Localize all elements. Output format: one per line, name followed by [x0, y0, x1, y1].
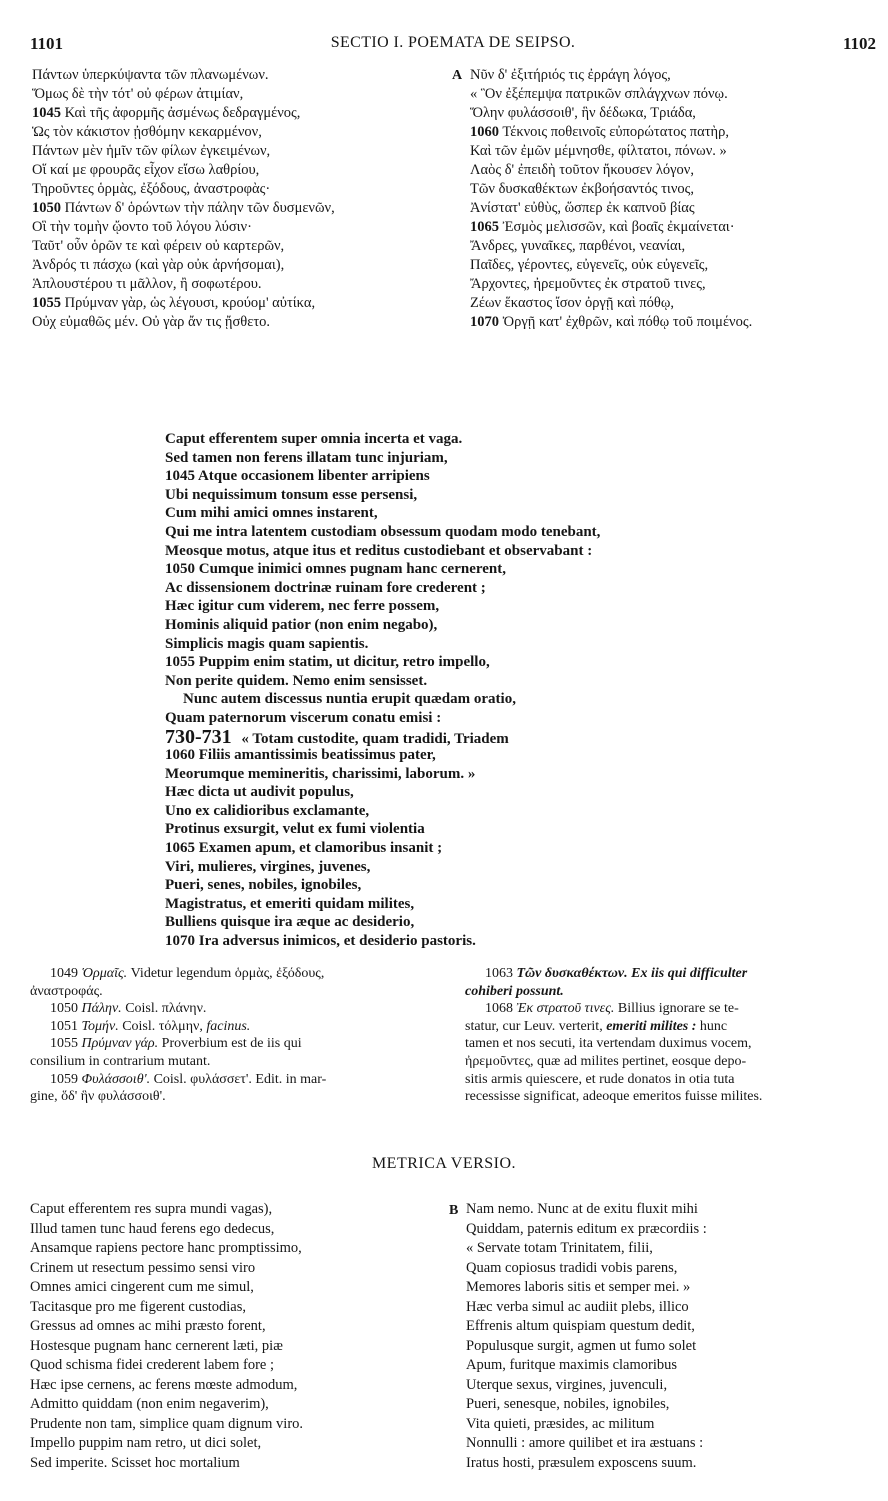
greek-left-line [32, 294, 447, 313]
verse-text: Filiis amantissimis beatissimus pater, [198, 747, 436, 764]
verse-text: Magistratus, et emeriti quidam milites, [165, 895, 415, 912]
verse-text: Καὶ τῶν ἐμῶν μέμνησθε, φίλτατοι, πόνων. » [470, 143, 727, 159]
latin-line [165, 858, 765, 877]
metrica-right-line: Memores laboris sitis et semper mei. » [466, 1279, 691, 1295]
metrica-versio-left-column [30, 1200, 440, 1473]
verse-text: Πρύμναν γὰρ, ὡς λέγουσι, κρούομ' αὐτίκα, [64, 295, 316, 311]
metrica-left-line: Tacitasque pro me figerent custodias, [30, 1298, 247, 1315]
page-header [30, 34, 876, 56]
verse-text: Bulliens quisque ira æque ac desiderio, [165, 914, 415, 931]
latin-line [165, 839, 765, 858]
latin-line [165, 504, 765, 523]
line-number: 1060 [165, 747, 195, 764]
latin-line [165, 690, 765, 709]
greek-left-line [32, 199, 447, 218]
footnote-1068: 1068 Ἐκ στρατοῦ τινες. Billius ignorare se te- [485, 1001, 739, 1017]
latin-line [165, 783, 765, 802]
verse-text: Cumque inimici omnes pugnam hanc cernerent, [198, 561, 506, 578]
verse-text: Ὡς τὸν κάκιστον ᾐσθόμην κεκαρμένον, [32, 124, 262, 140]
latin-line [165, 597, 765, 616]
greek-right-line [470, 313, 880, 332]
verse-text: Meosque motus, atque itus et reditus custodiebant et observabant : [165, 542, 593, 559]
latin-line [165, 765, 765, 784]
footnotes-left [30, 965, 442, 1106]
metrica-right-line: Quiddam, paternis editum ex præcordiis : [466, 1220, 707, 1237]
line-number: 1070 [165, 933, 195, 950]
latin-line [165, 560, 765, 579]
greek-left-line [32, 104, 447, 123]
latin-line [165, 913, 765, 932]
verse-text: Ὀργῇ κατ' ἐχθρῶν, καὶ πόθῳ τοῦ ποιμένος. [502, 314, 753, 330]
verse-text: « Totam custodite, quam tradidi, Triadem [241, 730, 509, 747]
line-number: 1055 [165, 654, 195, 671]
greek-left-line [32, 237, 447, 256]
metrica-right-line: Hæc verba simul ac audiit plebs, illico [466, 1298, 689, 1315]
metrica-right-line: Uterque sexus, virgines, juvenculi, [466, 1376, 668, 1393]
footnote-1063: 1063 Τῶν δυσκαθέκτων. Ex iis qui difficulter [485, 966, 748, 981]
greek-left-line [32, 218, 447, 237]
metrica-left-line: Omnes amici cingerent cum me simul, [30, 1279, 254, 1295]
greek-right-line [470, 180, 880, 199]
verse-text: Πάντων δ' ὁρώντων τὴν πάλην τῶν δυσμενῶν, [64, 200, 335, 216]
metrica-right-line: Nam nemo. Nunc at de exitu fluxit mihi [466, 1201, 698, 1217]
latin-line [165, 579, 765, 598]
verse-text: Sed tamen non ferens illatam tunc injuriam, [165, 449, 448, 466]
footnote-1055-cont: consilium in contrarium mutant. [30, 1053, 211, 1069]
latin-line [165, 746, 765, 765]
metrica-left-line: Hæc ipse cernens, ac ferens mœste admodum, [30, 1376, 298, 1393]
verse-text: Ἁπλουστέρου τι μᾶλλον, ἢ σοφωτέρου. [32, 276, 262, 292]
line-number: 1045 [165, 468, 195, 485]
verse-text: Nunc autem discessus nuntia erupit quædam oratio, [183, 691, 516, 708]
line-number: 1065 [470, 219, 499, 235]
verse-text: Λαὸς δ' ἐπειδὴ τοῦτον ἤκουσεν λόγον, [470, 162, 694, 178]
greek-right-line [470, 161, 880, 180]
latin-line [165, 876, 765, 895]
verse-text: Ἐσμὸς μελισσῶν, καὶ βοαῖς ἐκμαίνεται· [502, 219, 735, 235]
verse-text: Non perite quidem. Nemo enim sensisset. [165, 672, 428, 689]
footnote-1068-line2: statur, cur Leuv. verterit, emeriti milites : hunc [465, 1018, 728, 1034]
greek-right-line [470, 218, 880, 237]
line-number: 1070 [470, 314, 499, 330]
greek-right-line [470, 294, 880, 313]
latin-line [165, 653, 765, 672]
verse-text: Hominis aliquid patior (non enim negabo), [165, 616, 438, 633]
metrica-versio-right-column [466, 1200, 881, 1473]
metrica-right-line: Quam copiosus tradidi vobis parens, [466, 1259, 678, 1276]
metrica-left-line: Crinem ut resectum pessimo sensi viro [30, 1259, 256, 1276]
verse-text: Οἵ καί με φρουρᾶς εἶχον εἴσω λαθρίου, [32, 162, 260, 178]
verse-text: Ἀνίστατ' εὐθὺς, ὥσπερ ἐκ καπνοῦ βίας [470, 200, 695, 216]
latin-line [165, 895, 765, 914]
latin-line [165, 449, 765, 468]
latin-line [165, 709, 765, 728]
verse-text: « Ὃν ἐξέπεμψα πατρικῶν σπλάγχνων πόνῳ. [470, 86, 728, 102]
metrica-right-line: Nonnulli : amore quilibet et ira æstuans : [466, 1435, 704, 1451]
verse-text: Ira adversus inimicos, et desiderio pastoris. [198, 933, 476, 950]
page-number-right: 1102 [842, 34, 876, 53]
verse-text: Hæc igitur cum viderem, nec ferre possem, [165, 598, 440, 615]
line-number: 1050 [32, 200, 61, 216]
verse-text: Simplicis magis quam sapientis. [165, 635, 369, 652]
verse-text: Οἳ τὴν τομὴν ᾤοντο τοῦ λόγου λύσιν· [32, 219, 252, 235]
footnote-1068-line3: tamen et nos secuti, ita vertendam duximus vocem, [465, 1036, 752, 1052]
verse-text: Uno ex calidioribus exclamante, [165, 802, 370, 819]
footnote-1063-cont: cohiberi possunt. [465, 983, 564, 999]
latin-line [165, 635, 765, 654]
latin-line [165, 430, 765, 449]
greek-left-line [32, 85, 447, 104]
metrica-right-line: Pueri, senesque, nobiles, ignobiles, [466, 1396, 670, 1412]
footnote-1050: 1050 Πάλην. Coisl. πλάνην. [50, 1001, 207, 1017]
verse-text: Οὐχ εὐμαθῶς μέν. Οὐ γὰρ ἄν τις ᾔσθετο. [32, 314, 271, 330]
verse-text: Ἀνδρός τι πάσχω (καὶ γὰρ οὐκ ἀρνήσομαι), [32, 257, 285, 273]
latin-line [165, 802, 765, 821]
verse-text: Cum mihi amici omnes instarent, [165, 505, 378, 522]
greek-left-line [32, 180, 447, 199]
metrica-right-line: Vita quieti, præsides, ac militum [466, 1415, 655, 1432]
verse-text: Ἄρχοντες, ἠρεμοῦντες ἐκ στρατοῦ τινες, [470, 276, 706, 292]
verse-text: Protinus exsurgit, velut ex fumi violentia [165, 821, 425, 838]
greek-right-line [470, 142, 880, 161]
page-number-left: 1101 [30, 34, 64, 53]
verse-text: Πάντων μὲν ἡμῖν τῶν φίλων ἐγκειμένων, [32, 143, 271, 159]
verse-text: Τῶν δυσκαθέκτων ἐκβοήσαντός τινος, [470, 181, 694, 197]
column-marker-a: A [452, 68, 463, 83]
verse-text: Puppim enim statim, ut dicitur, retro impello, [198, 654, 490, 671]
footnotes-right [465, 965, 877, 1106]
verse-text: Hæc dicta ut audivit populus, [165, 784, 354, 801]
latin-line [165, 820, 765, 839]
verse-text: Νῦν δ' ἐξιτήριός τις ἐρράγη λόγος, [470, 67, 671, 83]
metrica-left-line: Impello puppim nam retro, ut dici solet, [30, 1435, 262, 1451]
verse-text: Ταῦτ' οὖν ὁρῶν τε καὶ φέρειν οὐ καρτερῶν, [32, 238, 285, 254]
metrica-left-line: Hostesque pugnam hanc cernerent læti, piæ [30, 1337, 283, 1354]
metrica-versio-title: METRICA VERSIO. [371, 1155, 517, 1172]
verse-text: Ὅλην φυλάσσοιθ', ἣν δέδωκα, Τριάδα, [470, 105, 696, 121]
metrica-left-line: Ansamque rapiens pectore hanc promptissimo, [30, 1240, 302, 1256]
metrica-right-line: Iratus hosti, præsulem exposcens suum. [466, 1454, 697, 1471]
footnote-1068-line5: sitis armis quiescere, et rude donatos in otia tuta [465, 1071, 735, 1087]
verse-text: Παῖδες, γέροντες, εὐγενεῖς, οὐκ εὐγενεῖς, [470, 257, 709, 273]
greek-left-line [32, 66, 447, 85]
footnote-1049-cont: ἀναστροφάς. [30, 983, 103, 999]
column-marker-b: B [449, 1203, 459, 1218]
verse-text: Ac dissensionem doctrinæ ruinam fore crederent ; [165, 579, 486, 596]
metrica-left-line: Caput efferentem res supra mundi vagas), [30, 1201, 273, 1217]
line-number: 1065 [165, 840, 195, 857]
column-reference: 730-731 [165, 725, 232, 748]
latin-line [165, 542, 765, 561]
greek-left-line [32, 161, 447, 180]
latin-line [165, 932, 765, 951]
metrica-left-line: Quod schisma fidei crederent labem fore ; [30, 1357, 274, 1373]
verse-text: Quam paternorum viscerum conatu emisi : [165, 709, 442, 726]
metrica-right-line: Effrenis altum quispiam questum dedit, [466, 1318, 695, 1334]
greek-right-line [470, 275, 880, 294]
greek-right-line [470, 66, 880, 85]
metrica-left-line: Gressus ad omnes ac mihi præsto forent, [30, 1318, 266, 1334]
greek-text-left-column [32, 66, 447, 332]
greek-right-line [470, 85, 880, 104]
greek-left-line [32, 313, 447, 332]
greek-right-line [470, 123, 880, 142]
latin-line [165, 616, 765, 635]
footnote-1051: 1051 Τομήν. Coisl. τόλμην, facinus. [50, 1018, 251, 1034]
verse-text: Τέκνοις ποθεινοῖς εὐπορώτατος πατὴρ, [502, 124, 729, 140]
greek-right-line [470, 104, 880, 123]
metrica-left-line: Prudente non tam, simplice quam dignum viro. [30, 1415, 304, 1432]
verse-text: Qui me intra latentem custodiam obsessum quodam modo tenebant, [165, 523, 601, 540]
latin-translation [165, 430, 765, 951]
verse-text: Ἄνδρες, γυναῖκες, παρθένοι, νεανίαι, [470, 238, 686, 254]
greek-right-line [470, 256, 880, 275]
verse-text: Caput efferentem super omnia incerta et vaga. [165, 431, 463, 447]
metrica-left-line: Illud tamen tunc haud ferens ego dedecus, [30, 1220, 275, 1237]
footnote-1059-cont: gine, ὅδ' ἣν φυλάσσοιθ'. [30, 1089, 166, 1105]
verse-text: Examen apum, et clamoribus insanit ; [198, 840, 443, 857]
line-number: 1045 [32, 105, 61, 121]
verse-text: Meorumque memineritis, charissimi, laborum. » [165, 765, 476, 782]
latin-line [165, 672, 765, 691]
footnote-1055: 1055 Πρύμναν γάρ. Proverbium est de iis qui [50, 1036, 302, 1052]
verse-text: Ὅμως δὲ τὴν τότ' οὐ φέρων ἀτιμίαν, [32, 86, 244, 102]
verse-text: Pueri, senes, nobiles, ignobiles, [165, 877, 362, 894]
greek-left-line [32, 256, 447, 275]
metrica-left-line: Sed imperite. Scisset hoc mortalium [30, 1454, 240, 1471]
latin-line [165, 467, 765, 486]
greek-right-line [470, 237, 880, 256]
footnote-1049: 1049 Ὁρμαῖς. Videtur legendum ὁρμὰς, ἐξόδους, [50, 966, 325, 981]
verse-text: Καὶ τῆς ἀφορμῆς ἀσμένως δεδραγμένος, [64, 105, 301, 121]
running-title: SECTIO I. POEMATA DE SEIPSO. [330, 34, 576, 51]
verse-text: Πάντων ὑπερκύψαντα τῶν πλανωμένων. [32, 67, 269, 83]
metrica-left-line: Admitto quiddam (non enim negaverim), [30, 1396, 269, 1412]
greek-right-line [470, 199, 880, 218]
greek-left-line [32, 142, 447, 161]
verse-text: Viri, mulieres, virgines, juvenes, [165, 858, 371, 875]
verse-text: Ubi nequissimum tonsum esse persensi, [165, 486, 418, 503]
greek-left-line [32, 123, 447, 142]
verse-text: Τηροῦντες ὁρμὰς, ἐξόδους, ἀναστροφὰς· [32, 181, 271, 197]
footnote-1068-line4: ἠρεμοῦντες, quæ ad milites pertinet, eosque depo- [465, 1053, 747, 1069]
line-number: 1050 [165, 561, 195, 578]
greek-text-right-column [470, 66, 880, 332]
footnote-1068-line6: recessisse significat, adeoque emeritos fuisse milites. [465, 1089, 763, 1105]
line-number: 1060 [470, 124, 499, 140]
metrica-right-line: Populusque surgit, agmen ut fumo solet [466, 1337, 697, 1354]
latin-line [165, 523, 765, 542]
footnote-1059: 1059 Φυλάσσοιθ'. Coisl. φυλάσσετ'. Edit. in mar- [50, 1071, 327, 1087]
verse-text: Ζέων ἕκαστος ἴσον ὀργῇ καὶ πόθῳ, [470, 295, 675, 311]
latin-line [165, 486, 765, 505]
metrica-right-line: Apum, furitque maximis clamoribus [466, 1357, 678, 1373]
latin-line [165, 725, 765, 748]
greek-left-line [32, 275, 447, 294]
line-number: 1055 [32, 295, 61, 311]
metrica-right-line: « Servate totam Trinitatem, filii, [466, 1240, 653, 1256]
verse-text: Atque occasionem libenter arripiens [197, 468, 430, 485]
